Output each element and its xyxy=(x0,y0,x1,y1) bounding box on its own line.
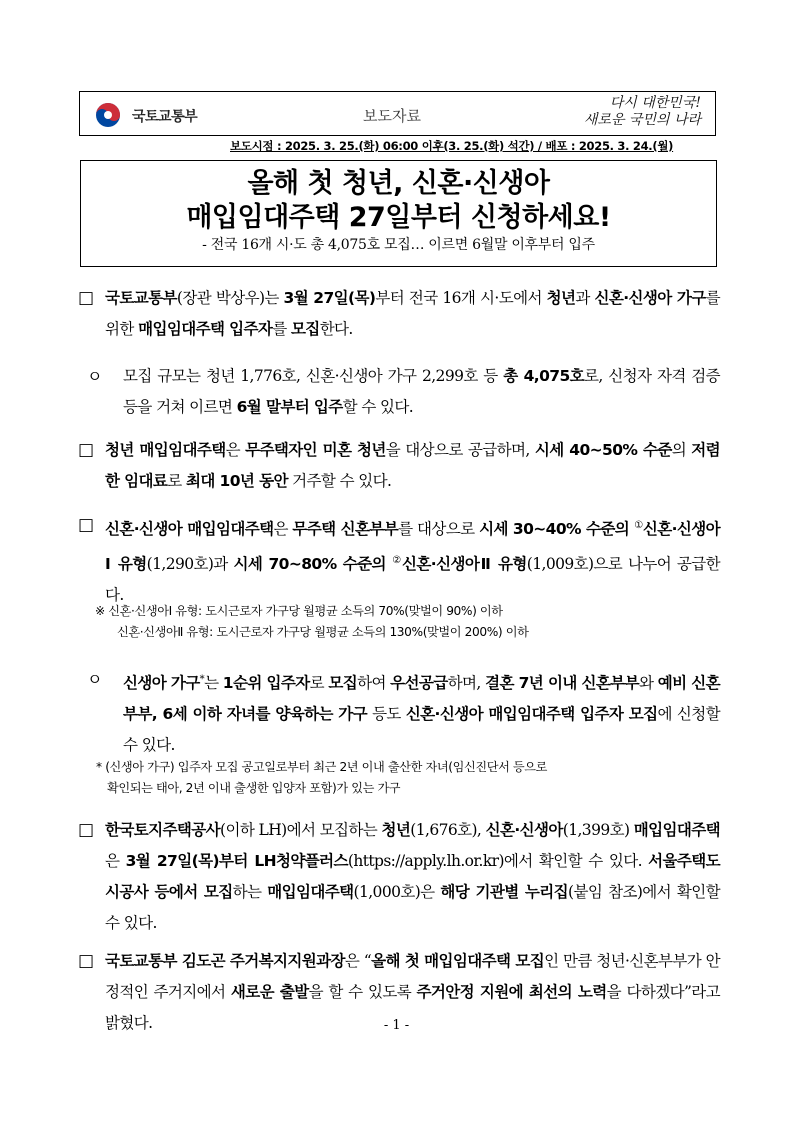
paragraph-3: □ 청년 매입임대주택은 무주택자인 미혼 청년을 대상으로 공급하며, 시세 40~50% 수준의 저렴한 임대료로 최대 10년 동안 거주할 수 있다. xyxy=(78,435,720,497)
paragraph-4: □ 신혼·신생아 매입임대주택은 무주택 신혼부부를 대상으로 시세 30~40% 수준의 ①신혼·신생아Ⅰ 유형(1,290호)과 시세 70~80% 수준의 ②신혼·신생아Ⅱ 유형(1,009호)으로 나누어 공급한다. xyxy=(78,510,720,611)
headline-line-2: 매입임대주택 27일부터 신청하세요! xyxy=(186,202,611,233)
release-type-label: 보도자료 xyxy=(363,107,421,125)
subtitle: - 전국 16개 시·도 총 4,075호 모집… 이르면 6월말 이후부터 입주 xyxy=(202,237,595,253)
paragraph-5: ㅇ 신생아 가구*는 1순위 입주자로 모집하여 우선공급하며, 결혼 7년 이내 신혼부부와 예비 신혼부부, 6세 이하 자녀를 양육하는 가구 등도 신혼·신생아 매입임대주택 입주자 모집에 신청할 수 있다. xyxy=(78,664,720,761)
square-bullet-icon: □ xyxy=(78,440,94,460)
income-note: ※ 신혼·신생아Ⅰ 유형: 도시근로자 가구당 월평균 소득의 70%(맞벌이 90%) 이하 신혼·신생아Ⅱ 유형: 도시근로자 가구당 월평균 소득의 130%(맞벌이 200%) 이하 xyxy=(95,604,529,639)
page-number: - 1 - xyxy=(383,1018,410,1033)
paragraph-1: □ 국토교통부(장관 박상우)는 3월 27일(목)부터 전국 16개 시·도에서 청년과 신혼·신생아 가구를 위한 매입임대주택 입주자를 모집한다. xyxy=(78,283,720,345)
paragraph-2: ㅇ 모집 규모는 청년 1,776호, 신혼·신생아 가구 2,299호 등 총 4,075호로, 신청자 자격 검증 등을 거쳐 이르면 6월 말부터 입주할 수 있다. xyxy=(78,361,720,423)
slogan-line-1: 다시 대한민국! xyxy=(609,95,701,111)
press-release-header xyxy=(79,91,716,136)
slogan-line-2: 새로운 국민의 나라 xyxy=(583,112,701,128)
square-bullet-icon: □ xyxy=(78,820,94,840)
paragraph-6: □ 한국토지주택공사(이하 LH)에서 모집하는 청년(1,676호), 신혼·신생아(1,399호) 매입임대주택은 3월 27일(목)부터 LH청약플러스(https://apply.lh.or.kr)에서 확인할 수 있다. 서울주택도시공사 등에서 모집하는 매입임대주택(1,000호)은 해당 기관별 누리집(붙임 참조)에서 확인할 수 있다. xyxy=(78,815,720,939)
ministry-name: 국토교통부 xyxy=(132,109,198,125)
square-bullet-icon: □ xyxy=(78,951,94,971)
square-bullet-icon: □ xyxy=(78,515,94,535)
paragraph-7: □ 국토교통부 김도곤 주거복지지원과장은 “올해 첫 매입임대주택 모집인 만큼 청년·신혼부부가 안정적인 주거지에서 새로운 출발을 할 수 있도록 주거안정 지원에 최선의 노력을 다하겠다”라고 밝혔다. xyxy=(78,946,720,1039)
embargo-line: 보도시점 : 2025. 3. 25.(화) 06:00 이후(3. 25.(화) 석간) / 배포 : 2025. 3. 24.(월) xyxy=(230,139,674,153)
slogan xyxy=(584,95,701,129)
newborn-household-footnote: * (신생아 가구) 입주자 모집 공고일로부터 최근 2년 이내 출산한 자녀(임신진단서 등으로 확인되는 태아, 2년 이내 출생한 입양자 포함)가 있는 가구 xyxy=(96,760,548,795)
circle-bullet-icon: ㅇ xyxy=(87,367,102,386)
title-box xyxy=(80,160,717,267)
headline-line-1: 올해 첫 청년, 신혼·신생아 xyxy=(247,168,550,199)
circle-bullet-icon: ㅇ xyxy=(87,670,102,689)
square-bullet-icon: □ xyxy=(78,288,94,308)
ministry-logo-icon xyxy=(94,101,126,129)
